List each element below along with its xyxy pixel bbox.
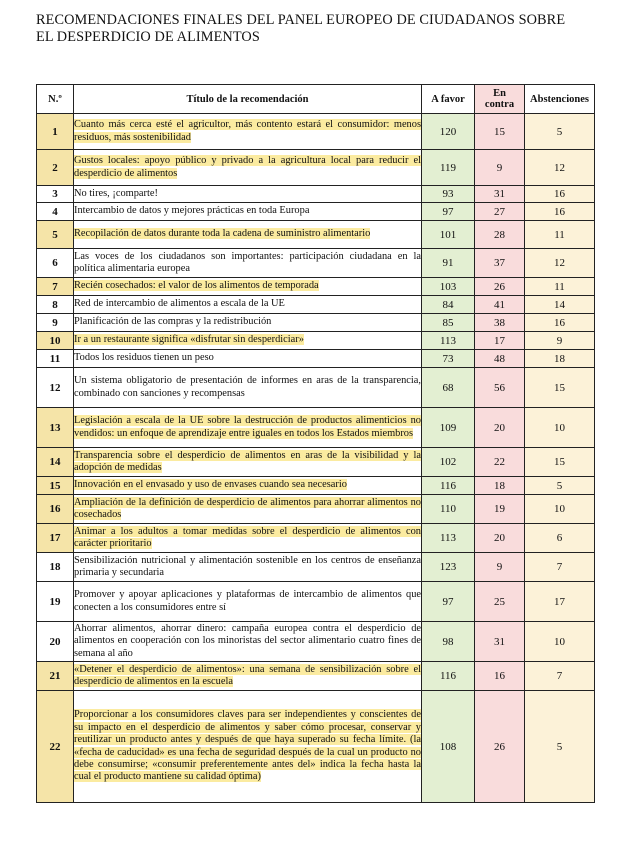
votes-favor: 68 — [422, 368, 475, 408]
votes-favor: 110 — [422, 495, 475, 524]
recommendation-number: 9 — [37, 314, 74, 332]
recommendation-title — [74, 368, 422, 408]
recommendation-number: 1 — [37, 114, 74, 150]
table-row — [37, 278, 595, 296]
recommendation-title-text: Gustos locales: apoyo público y privado a la agricultura local para reducir el desperdicio de alimentos — [74, 155, 421, 179]
recommendation-title-text: Animar a los adultos a tomar medidas sobre el desperdicio de alimentos con carácter prioritario — [74, 525, 421, 549]
recommendation-title-text: Ir a un restaurante significa «disfrutar sin desperdiciar» — [74, 334, 304, 346]
recommendation-title-text: Ahorrar alimentos, ahorrar dinero: campaña europea contra el desperdicio de alimentos en cooperación con los minoristas del sector alimentario cuatro fines de semana al año — [74, 622, 421, 659]
table-row — [37, 582, 595, 622]
votes-contra: 16 — [475, 662, 525, 691]
recommendation-title-text: Ampliación de la definición de desperdicio de alimentos para ahorrar alimentos no cosechados — [74, 496, 421, 520]
recommendation-number: 14 — [37, 448, 74, 477]
votes-abstentions: 15 — [525, 448, 595, 477]
table-row — [37, 368, 595, 408]
table-row — [37, 408, 595, 448]
votes-favor: 102 — [422, 448, 475, 477]
votes-contra: 15 — [475, 114, 525, 150]
recommendation-title — [74, 350, 422, 368]
recommendation-number: 7 — [37, 278, 74, 296]
votes-favor: 97 — [422, 582, 475, 622]
header-contra — [475, 85, 525, 114]
votes-favor: 91 — [422, 249, 475, 278]
recommendation-number: 16 — [37, 495, 74, 524]
recommendation-title — [74, 314, 422, 332]
votes-favor: 97 — [422, 203, 475, 221]
recommendation-title — [74, 249, 422, 278]
votes-abstentions: 14 — [525, 296, 595, 314]
table-row — [37, 350, 595, 368]
recommendation-title-text: Un sistema obligatorio de presentación de informes en aras de la transparencia, combinado con sanciones y recompensas — [74, 375, 421, 399]
table-row — [37, 622, 595, 662]
recommendation-number: 5 — [37, 221, 74, 249]
votes-favor: 103 — [422, 278, 475, 296]
votes-contra: 19 — [475, 495, 525, 524]
header-title: Título de la recomendación — [74, 85, 422, 114]
votes-abstentions: 12 — [525, 249, 595, 278]
votes-contra: 9 — [475, 150, 525, 186]
recommendation-number: 22 — [37, 691, 74, 803]
votes-abstentions: 15 — [525, 368, 595, 408]
recommendation-title-text: Proporcionar a los consumidores claves para ser independientes y conscientes de su impacto en el desperdicio de alimentos y saber cómo procesar, conservar y reutilizar un producto antes y después de que haya superado su fecha límite. (la «fecha de caducidad» es una fecha de seguridad después de la cual un producto no debe consumirse; «consumir preferentemente antes del» indica la fecha hasta la cual el producto mantiene su calidad óptima) — [74, 709, 421, 783]
recommendation-number: 11 — [37, 350, 74, 368]
votes-abstentions: 16 — [525, 203, 595, 221]
recommendation-number: 15 — [37, 477, 74, 495]
votes-abstentions: 7 — [525, 662, 595, 691]
table-row — [37, 553, 595, 582]
document-title-line-2: EL DESPERDICIO DE ALIMENTOS — [36, 29, 260, 45]
votes-contra: 37 — [475, 249, 525, 278]
recommendation-title-text: Planificación de las compras y la redistribución — [74, 316, 272, 328]
votes-favor: 93 — [422, 186, 475, 203]
table-row — [37, 203, 595, 221]
votes-favor: 120 — [422, 114, 475, 150]
header-number: N.º — [37, 85, 74, 114]
votes-contra: 26 — [475, 278, 525, 296]
recommendation-title — [74, 582, 422, 622]
recommendations-table — [36, 84, 595, 803]
votes-favor: 109 — [422, 408, 475, 448]
votes-contra: 9 — [475, 553, 525, 582]
votes-abstentions: 10 — [525, 495, 595, 524]
recommendation-title-text: Sensibilización nutricional y alimentación sostenible en los centros de enseñanza primaria y secundaria — [74, 554, 421, 578]
recommendation-number: 8 — [37, 296, 74, 314]
votes-contra: 20 — [475, 408, 525, 448]
table-row — [37, 114, 595, 150]
recommendation-title — [74, 332, 422, 350]
recommendation-title-text: Recién cosechados: el valor de los alimentos de temporada — [74, 280, 319, 292]
recommendation-number: 6 — [37, 249, 74, 278]
votes-contra: 25 — [475, 582, 525, 622]
table-row — [37, 524, 595, 553]
votes-abstentions: 10 — [525, 622, 595, 662]
recommendation-number: 4 — [37, 203, 74, 221]
recommendation-title — [74, 150, 422, 186]
votes-contra: 48 — [475, 350, 525, 368]
votes-abstentions: 5 — [525, 114, 595, 150]
document-title — [36, 12, 606, 46]
votes-favor: 85 — [422, 314, 475, 332]
votes-abstentions: 5 — [525, 691, 595, 803]
votes-abstentions: 9 — [525, 332, 595, 350]
votes-abstentions: 6 — [525, 524, 595, 553]
recommendation-number: 3 — [37, 186, 74, 203]
votes-favor: 84 — [422, 296, 475, 314]
document-title-line-1: RECOMENDACIONES FINALES DEL PANEL EUROPEO DE CIUDADANOS SOBRE — [36, 12, 566, 28]
recommendation-title-text: Red de intercambio de alimentos a escala de la UE — [74, 298, 285, 310]
recommendation-title-text: No tires, ¡comparte! — [74, 187, 158, 199]
table-row — [37, 249, 595, 278]
recommendation-number: 18 — [37, 553, 74, 582]
recommendation-title — [74, 186, 422, 203]
recommendation-number: 2 — [37, 150, 74, 186]
votes-abstentions: 18 — [525, 350, 595, 368]
votes-abstentions: 16 — [525, 186, 595, 203]
votes-favor: 108 — [422, 691, 475, 803]
recommendation-title — [74, 691, 422, 803]
votes-abstentions: 11 — [525, 221, 595, 249]
recommendation-title — [74, 203, 422, 221]
table-row — [37, 662, 595, 691]
recommendation-title — [74, 662, 422, 691]
recommendation-title — [74, 296, 422, 314]
votes-contra: 41 — [475, 296, 525, 314]
votes-contra: 27 — [475, 203, 525, 221]
table-row — [37, 448, 595, 477]
table-row — [37, 150, 595, 186]
recommendation-title — [74, 524, 422, 553]
table-row — [37, 495, 595, 524]
votes-abstentions: 11 — [525, 278, 595, 296]
votes-favor: 98 — [422, 622, 475, 662]
recommendation-title — [74, 553, 422, 582]
table-row — [37, 477, 595, 495]
votes-abstentions: 10 — [525, 408, 595, 448]
recommendation-title-text: Intercambio de datos y mejores prácticas en toda Europa — [74, 205, 310, 217]
table-row — [37, 296, 595, 314]
recommendation-number: 19 — [37, 582, 74, 622]
votes-contra: 22 — [475, 448, 525, 477]
recommendation-title-text: Transparencia sobre el desperdicio de alimentos en aras de la visibilidad y la adopción de medidas — [74, 449, 421, 473]
votes-abstentions: 12 — [525, 150, 595, 186]
recommendation-title — [74, 278, 422, 296]
votes-favor: 116 — [422, 662, 475, 691]
recommendation-number: 13 — [37, 408, 74, 448]
recommendation-title-text: Todos los residuos tienen un peso — [74, 352, 214, 364]
header-contra-line-1: En — [493, 88, 506, 99]
votes-abstentions: 7 — [525, 553, 595, 582]
votes-contra: 17 — [475, 332, 525, 350]
votes-contra: 28 — [475, 221, 525, 249]
recommendation-title — [74, 622, 422, 662]
votes-contra: 31 — [475, 622, 525, 662]
recommendation-title — [74, 477, 422, 495]
table-row — [37, 332, 595, 350]
votes-favor: 73 — [422, 350, 475, 368]
votes-favor: 113 — [422, 332, 475, 350]
recommendation-title — [74, 448, 422, 477]
recommendation-title-text: Legislación a escala de la UE sobre la destrucción de productos alimenticios no vendidos: un enfoque de aprendizaje entre iguales en todos los Estados miembros — [74, 415, 421, 439]
votes-favor: 116 — [422, 477, 475, 495]
table-row — [37, 186, 595, 203]
recommendation-number: 12 — [37, 368, 74, 408]
recommendation-number: 17 — [37, 524, 74, 553]
recommendation-title-text: Innovación en el envasado y uso de envases cuando sea necesario — [74, 479, 347, 491]
votes-contra: 56 — [475, 368, 525, 408]
votes-contra: 26 — [475, 691, 525, 803]
votes-favor: 119 — [422, 150, 475, 186]
table-header-row — [37, 85, 595, 114]
votes-favor: 101 — [422, 221, 475, 249]
votes-abstentions: 17 — [525, 582, 595, 622]
recommendation-number: 20 — [37, 622, 74, 662]
recommendation-title-text: «Detener el desperdicio de alimentos»: una semana de sensibilización sobre el desperdicio de alimentos en la escuela — [74, 663, 421, 687]
recommendation-title — [74, 114, 422, 150]
recommendation-title-text: Cuanto más cerca esté el agricultor, más contento estará el consumidor: menos residuos, más sostenibilidad — [74, 119, 421, 143]
recommendation-title-text: Recopilación de datos durante toda la cadena de suministro alimentario — [74, 228, 371, 240]
recommendation-title-text: Promover y apoyar aplicaciones y plataformas de intercambio de alimentos que conecten a los consumidores entre sí — [74, 589, 421, 613]
recommendation-title — [74, 408, 422, 448]
recommendation-title — [74, 221, 422, 249]
votes-contra: 31 — [475, 186, 525, 203]
recommendation-number: 10 — [37, 332, 74, 350]
table-row — [37, 221, 595, 249]
votes-favor: 123 — [422, 553, 475, 582]
recommendation-number: 21 — [37, 662, 74, 691]
votes-contra: 38 — [475, 314, 525, 332]
header-favor: A favor — [422, 85, 475, 114]
votes-contra: 20 — [475, 524, 525, 553]
votes-abstentions: 16 — [525, 314, 595, 332]
votes-favor: 113 — [422, 524, 475, 553]
header-contra-line-2: contra — [484, 99, 515, 110]
votes-abstentions: 5 — [525, 477, 595, 495]
recommendation-title — [74, 495, 422, 524]
table-row — [37, 691, 595, 803]
header-abstentions: Abstenciones — [525, 85, 595, 114]
votes-contra: 18 — [475, 477, 525, 495]
recommendation-title-text: Las voces de los ciudadanos son importantes: participación ciudadana en la política alimentaria europea — [74, 250, 421, 274]
table-row — [37, 314, 595, 332]
